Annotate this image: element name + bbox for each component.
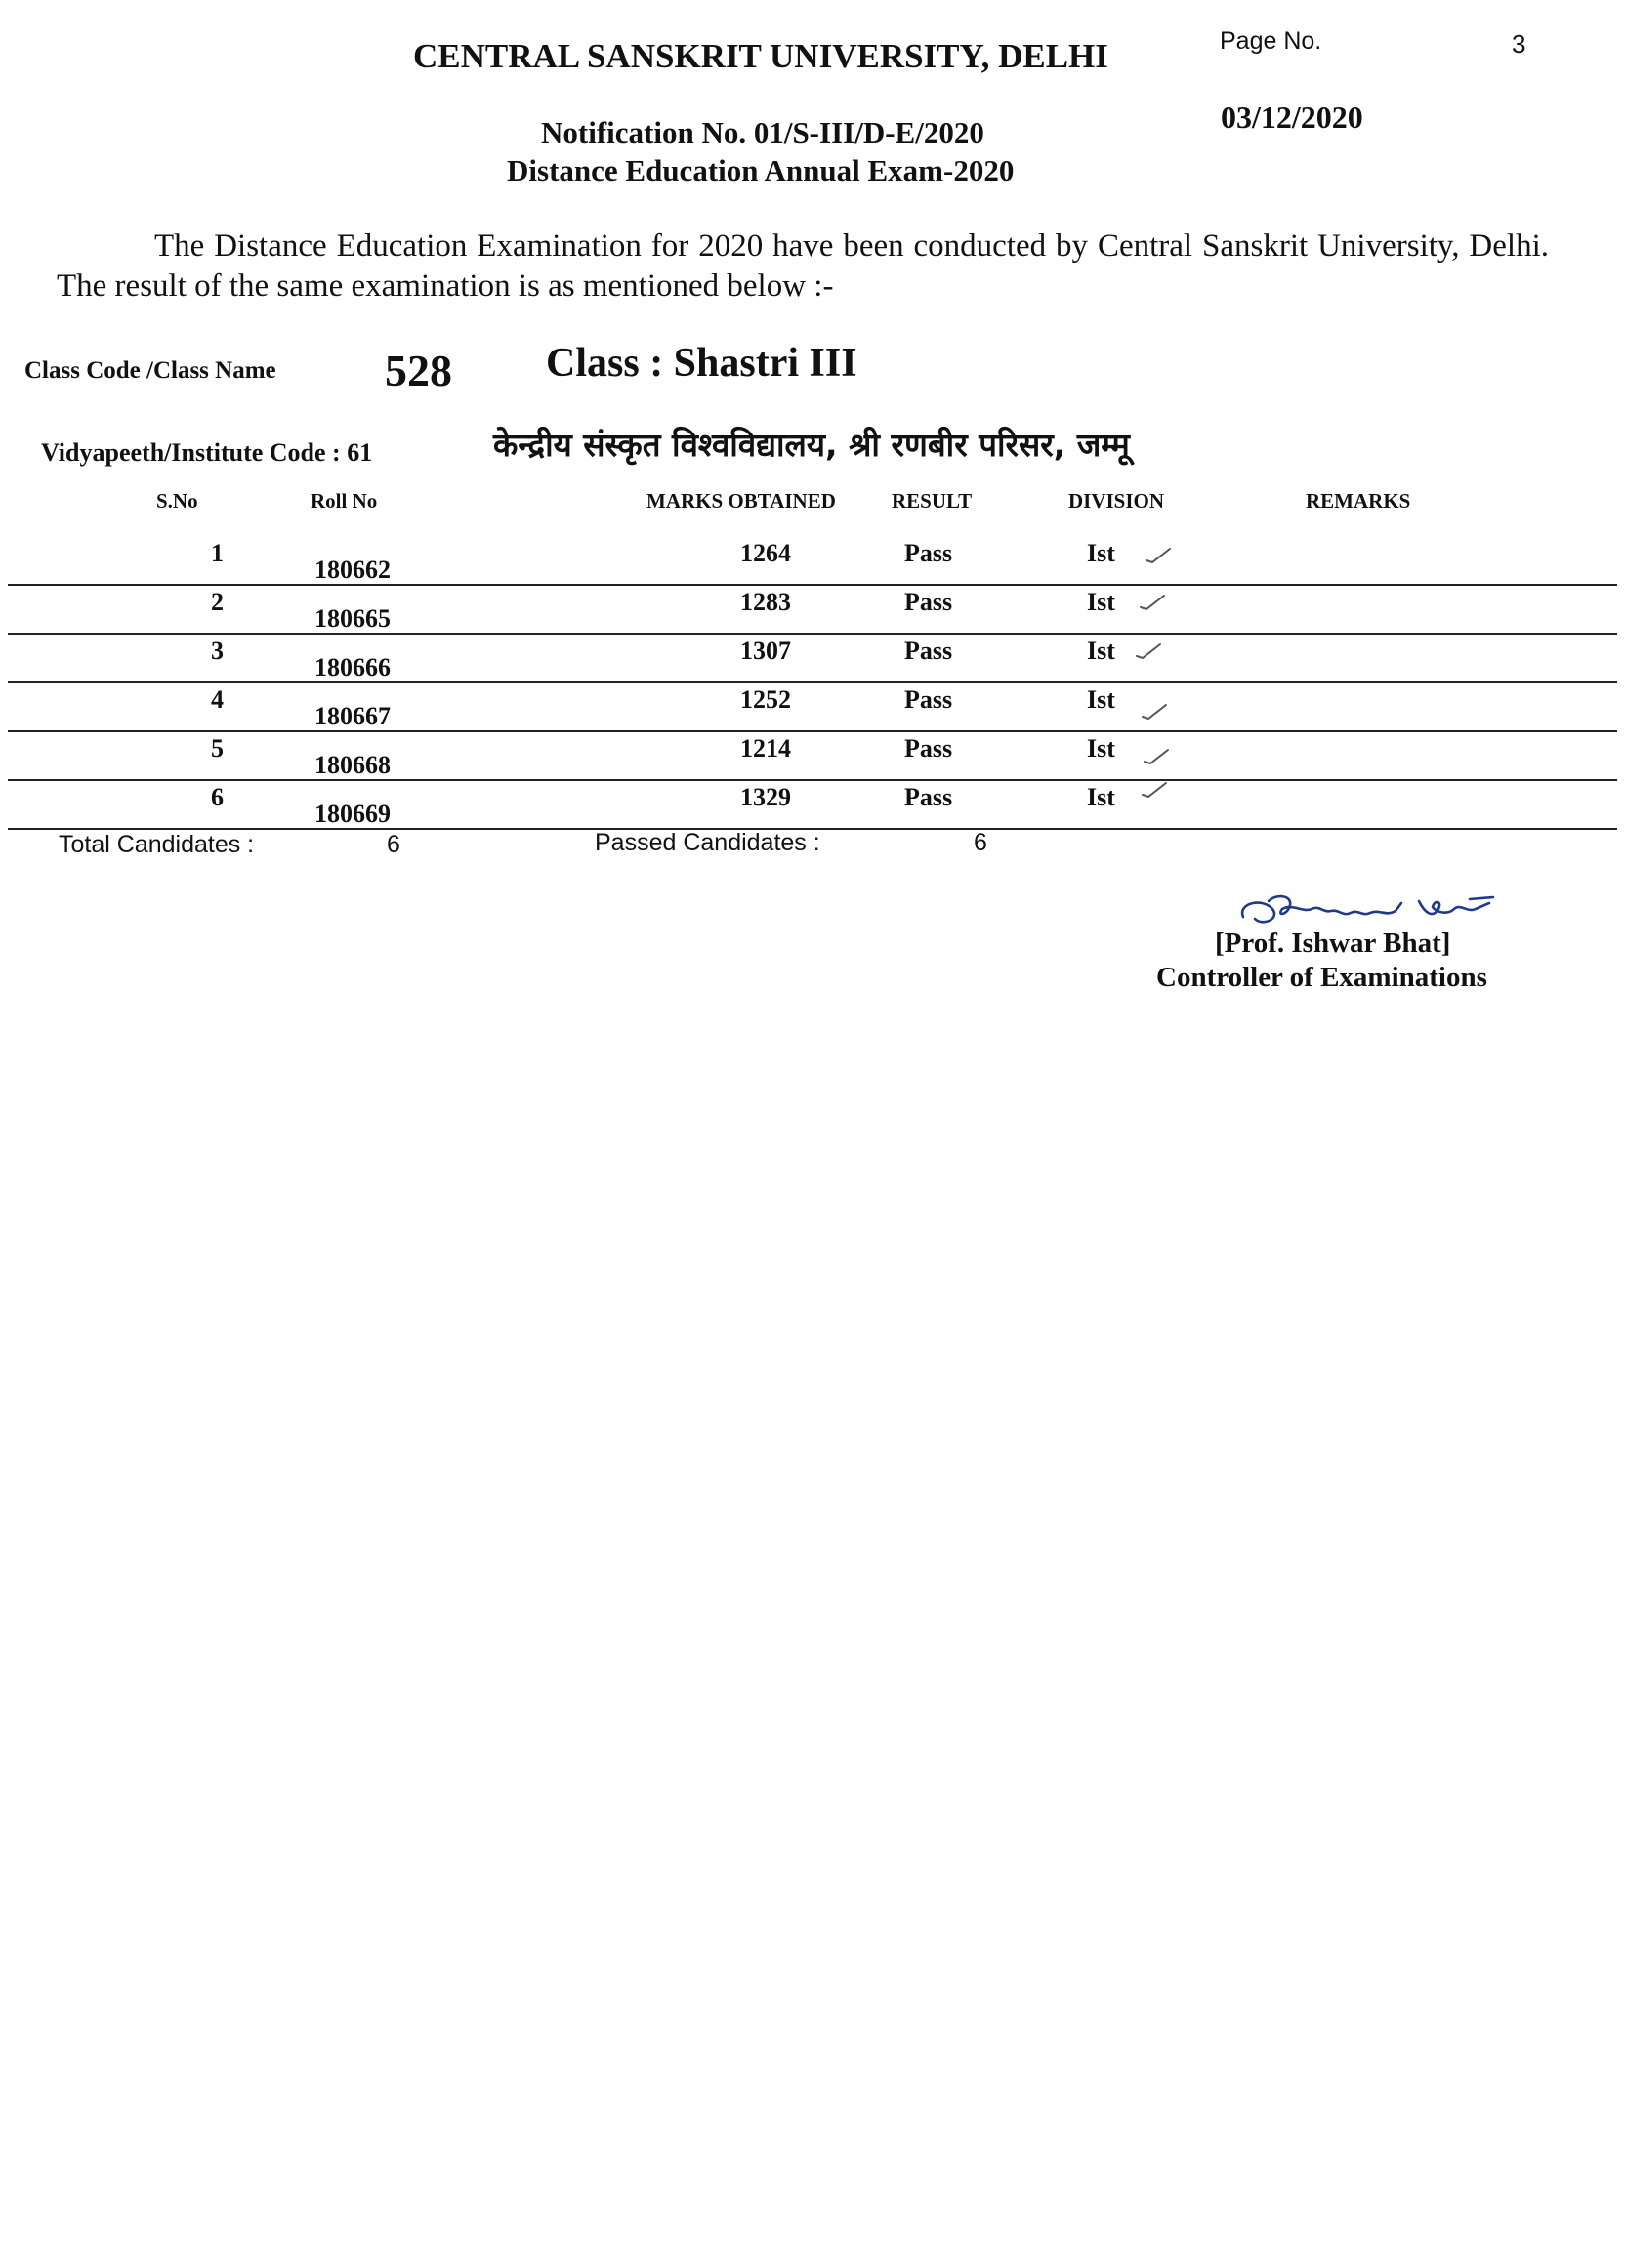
intro-paragraph: The Distance Education Examination for 2020 have been conducted by Central Sanskrit University, Delhi. The result of the same examination is as mentioned below :- (57, 228, 1549, 304)
row-divider (8, 730, 1617, 732)
class-code: 528 (385, 346, 452, 395)
row-divider (8, 584, 1617, 586)
row-sno: 1 (211, 539, 224, 567)
row-result: Pass (904, 783, 953, 811)
row-marks: 1283 (740, 588, 791, 616)
row-division: Ist (1087, 539, 1115, 567)
passed-candidates-value: 6 (974, 829, 987, 856)
row-result: Pass (904, 539, 953, 567)
row-roll-no: 180668 (314, 751, 391, 779)
row-roll-no: 180665 (314, 604, 391, 633)
header-remarks: REMARKS (1306, 489, 1411, 513)
institute-name: केन्द्रीय संस्कृत विश्वविद्यालय, श्री रणबीर परिसर, जम्मू (493, 426, 1130, 464)
row-result: Pass (904, 637, 953, 665)
row-marks: 1264 (740, 539, 791, 567)
header-roll-no: Roll No (311, 489, 378, 513)
passed-candidates-label: Passed Candidates : (595, 829, 820, 856)
total-candidates-label: Total Candidates : (59, 831, 255, 858)
row-roll-no: 180662 (314, 556, 391, 584)
row-sno: 3 (211, 637, 224, 665)
check-mark-icon (1143, 744, 1170, 767)
row-marks: 1214 (740, 734, 791, 763)
row-division: Ist (1087, 588, 1115, 616)
check-mark-icon (1141, 777, 1168, 801)
row-sno: 6 (211, 783, 224, 811)
row-divider (8, 633, 1617, 635)
row-division: Ist (1087, 637, 1115, 665)
header-marks-obtained: MARKS OBTAINED (646, 489, 836, 513)
row-roll-no: 180667 (314, 702, 391, 730)
notification-number: Notification No. 01/S-III/D-E/2020 (541, 115, 984, 149)
row-sno: 2 (211, 588, 224, 616)
page-no-label: Page No. (1220, 27, 1322, 55)
class-code-label: Class Code /Class Name (24, 357, 276, 384)
university-title: CENTRAL SANSKRIT UNIVERSITY, DELHI (413, 37, 1108, 75)
check-mark-icon (1145, 543, 1172, 566)
row-divider (8, 779, 1617, 781)
exam-name: Distance Education Annual Exam-2020 (507, 153, 1015, 187)
header-result: RESULT (892, 489, 973, 513)
header-division: DIVISION (1068, 489, 1165, 513)
signatory-title: Controller of Examinations (1156, 962, 1487, 993)
row-roll-no: 180669 (314, 800, 391, 828)
signatory-name: [Prof. Ishwar Bhat] (1215, 928, 1451, 959)
row-divider (8, 681, 1617, 683)
row-roll-no: 180666 (314, 653, 391, 681)
row-marks: 1329 (740, 783, 791, 811)
total-candidates-value: 6 (387, 831, 400, 858)
class-name: Class : Shastri III (546, 341, 857, 386)
header-sno: S.No (156, 489, 198, 513)
row-sno: 4 (211, 685, 224, 714)
row-result: Pass (904, 734, 953, 763)
row-division: Ist (1087, 685, 1115, 714)
check-mark-icon (1141, 699, 1168, 722)
row-result: Pass (904, 685, 953, 714)
notification-date: 03/12/2020 (1221, 100, 1363, 135)
page-no-value: 3 (1512, 29, 1526, 59)
row-marks: 1307 (740, 637, 791, 665)
row-marks: 1252 (740, 685, 791, 714)
institute-code-label: Vidyapeeth/Institute Code : 61 (41, 438, 373, 467)
row-division: Ist (1087, 783, 1115, 811)
check-mark-icon (1139, 590, 1166, 613)
row-division: Ist (1087, 734, 1115, 763)
row-sno: 5 (211, 734, 224, 763)
row-result: Pass (904, 588, 953, 616)
check-mark-icon (1135, 639, 1162, 662)
